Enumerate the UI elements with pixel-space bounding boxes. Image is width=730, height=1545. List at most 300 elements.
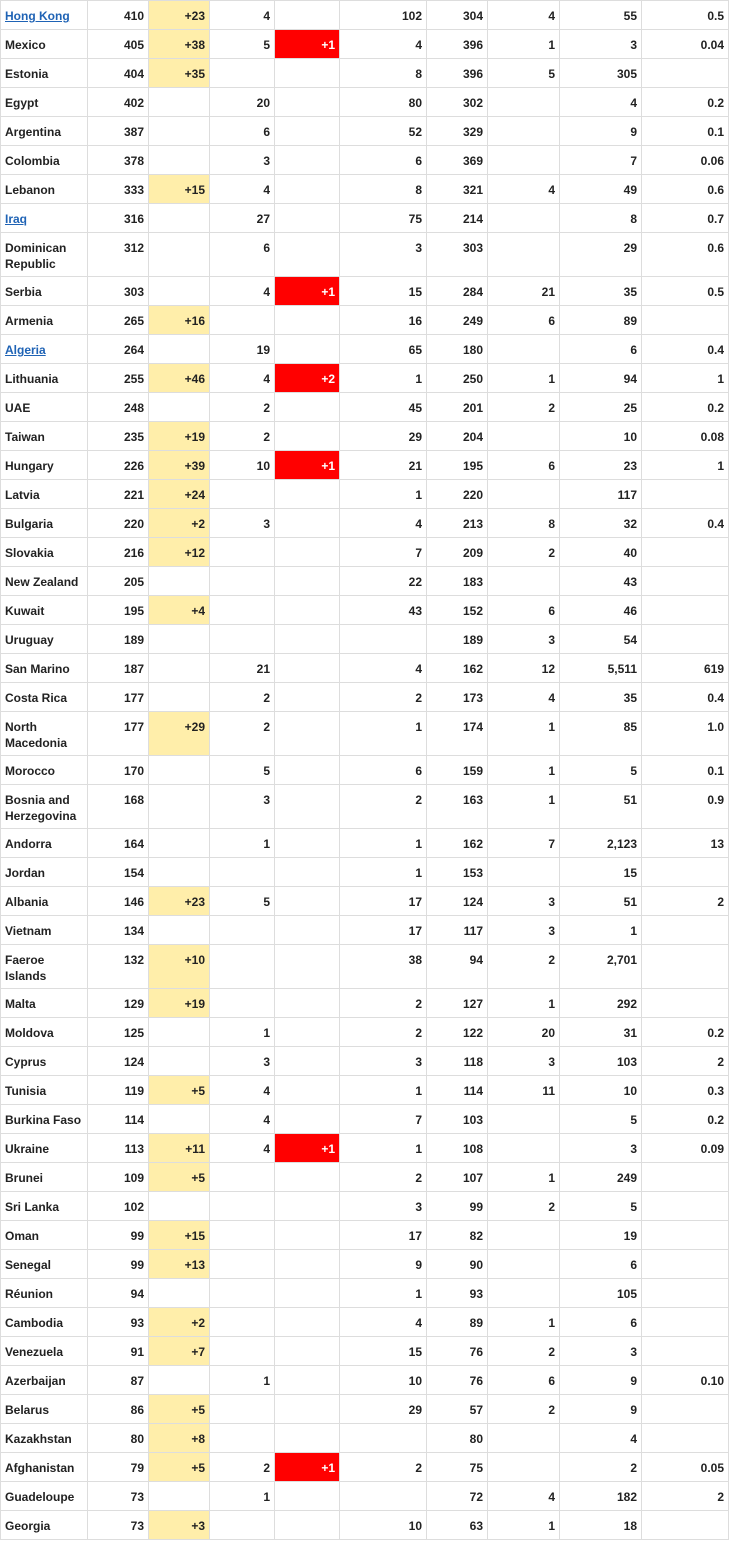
new-cases-cell: +7 [149,1337,210,1366]
country-cell: Sri Lanka [1,1192,88,1221]
new-cases-cell [149,393,210,422]
total-deaths-cell: 6 [210,117,275,146]
deaths-per-million-cell [642,567,729,596]
serious-critical-cell: 2 [488,1395,560,1424]
active-cases-cell: 214 [427,204,488,233]
total-recovered-cell: 29 [340,1395,427,1424]
new-deaths-cell [275,59,340,88]
new-deaths-cell [275,1511,340,1540]
new-cases-cell: +4 [149,596,210,625]
active-cases-cell: 107 [427,1163,488,1192]
active-cases-cell: 396 [427,59,488,88]
total-recovered-cell: 17 [340,1221,427,1250]
deaths-per-million-cell [642,945,729,989]
total-recovered-cell: 17 [340,916,427,945]
new-deaths-cell [275,596,340,625]
total-cases-cell: 221 [88,480,149,509]
serious-critical-cell: 4 [488,1,560,30]
total-deaths-cell [210,1308,275,1337]
total-deaths-cell [210,858,275,887]
country-cell: Georgia [1,1511,88,1540]
active-cases-cell: 209 [427,538,488,567]
total-recovered-cell: 15 [340,1337,427,1366]
total-cases-cell: 86 [88,1395,149,1424]
total-cases-cell: 168 [88,785,149,829]
cases-per-million-cell: 103 [560,1047,642,1076]
total-deaths-cell: 20 [210,88,275,117]
deaths-per-million-cell: 0.6 [642,175,729,204]
active-cases-cell: 213 [427,509,488,538]
total-recovered-cell: 80 [340,88,427,117]
total-recovered-cell: 38 [340,945,427,989]
active-cases-cell: 99 [427,1192,488,1221]
total-recovered-cell: 21 [340,451,427,480]
new-cases-cell [149,654,210,683]
total-recovered-cell: 8 [340,175,427,204]
new-deaths-cell [275,1047,340,1076]
total-cases-cell: 119 [88,1076,149,1105]
table-row [1,596,729,625]
serious-critical-cell: 2 [488,393,560,422]
cases-per-million-cell: 94 [560,364,642,393]
new-cases-cell [149,1366,210,1395]
new-cases-cell [149,233,210,277]
cases-per-million-cell: 1 [560,916,642,945]
country-cell: Brunei [1,1163,88,1192]
total-recovered-cell: 8 [340,59,427,88]
deaths-per-million-cell [642,916,729,945]
new-cases-cell [149,1279,210,1308]
serious-critical-cell: 3 [488,916,560,945]
table-row [1,756,729,785]
total-cases-cell: 187 [88,654,149,683]
country-cell: Jordan [1,858,88,887]
serious-critical-cell: 3 [488,625,560,654]
serious-critical-cell: 1 [488,364,560,393]
new-deaths-cell [275,1482,340,1511]
country-cell: Albania [1,887,88,916]
new-cases-cell: +5 [149,1453,210,1482]
table-row [1,887,729,916]
serious-critical-cell [488,1221,560,1250]
total-cases-cell: 113 [88,1134,149,1163]
country-cell: Oman [1,1221,88,1250]
new-cases-cell [149,829,210,858]
cases-per-million-cell: 5 [560,1105,642,1134]
table-body [1,1,729,1540]
new-deaths-cell [275,1192,340,1221]
new-deaths-cell [275,916,340,945]
country-cell: Bosnia and Herzegovina [1,785,88,829]
cases-per-million-cell: 9 [560,1366,642,1395]
total-recovered-cell: 75 [340,204,427,233]
serious-critical-cell [488,1134,560,1163]
new-cases-cell [149,117,210,146]
active-cases-cell: 94 [427,945,488,989]
active-cases-cell: 195 [427,451,488,480]
cases-per-million-cell: 35 [560,277,642,306]
deaths-per-million-cell [642,1308,729,1337]
new-deaths-cell [275,146,340,175]
country-cell: Andorra [1,829,88,858]
new-deaths-cell [275,858,340,887]
country-cell: Afghanistan [1,1453,88,1482]
cases-per-million-cell: 51 [560,785,642,829]
new-deaths-cell [275,756,340,785]
country-cell: Armenia [1,306,88,335]
country-cell: Taiwan [1,422,88,451]
total-recovered-cell: 1 [340,858,427,887]
new-deaths-cell: +2 [275,364,340,393]
total-recovered-cell: 2 [340,683,427,712]
deaths-per-million-cell [642,306,729,335]
total-deaths-cell: 19 [210,335,275,364]
total-cases-cell: 73 [88,1482,149,1511]
new-deaths-cell [275,233,340,277]
serious-critical-cell: 1 [488,989,560,1018]
total-deaths-cell: 1 [210,829,275,858]
new-deaths-cell [275,567,340,596]
cases-per-million-cell: 54 [560,625,642,654]
total-recovered-cell: 1 [340,1076,427,1105]
total-deaths-cell: 1 [210,1018,275,1047]
country-cell [1,1,88,30]
total-recovered-cell: 3 [340,1192,427,1221]
serious-critical-cell: 2 [488,945,560,989]
new-deaths-cell [275,712,340,756]
table-row [1,1337,729,1366]
total-cases-cell: 129 [88,989,149,1018]
cases-per-million-cell: 32 [560,509,642,538]
deaths-per-million-cell [642,538,729,567]
total-deaths-cell: 6 [210,233,275,277]
country-cell: Belarus [1,1395,88,1424]
table-row [1,30,729,59]
new-cases-cell: +13 [149,1250,210,1279]
deaths-per-million-cell [642,1337,729,1366]
table-row [1,1221,729,1250]
deaths-per-million-cell: 0.08 [642,422,729,451]
table-row [1,175,729,204]
total-cases-cell: 99 [88,1221,149,1250]
deaths-per-million-cell: 0.2 [642,88,729,117]
new-cases-cell: +24 [149,480,210,509]
cases-per-million-cell: 4 [560,88,642,117]
active-cases-cell: 108 [427,1134,488,1163]
country-cell: Guadeloupe [1,1482,88,1511]
total-cases-cell: 220 [88,509,149,538]
country-cell: UAE [1,393,88,422]
cases-per-million-cell: 249 [560,1163,642,1192]
table-row [1,1192,729,1221]
total-cases-cell: 226 [88,451,149,480]
country-cell: Cambodia [1,1308,88,1337]
cases-per-million-cell: 105 [560,1279,642,1308]
new-deaths-cell [275,538,340,567]
total-cases-cell: 265 [88,306,149,335]
deaths-per-million-cell: 0.4 [642,509,729,538]
total-recovered-cell: 3 [340,233,427,277]
serious-critical-cell: 12 [488,654,560,683]
new-deaths-cell [275,654,340,683]
total-deaths-cell [210,1395,275,1424]
serious-critical-cell [488,204,560,233]
new-deaths-cell [275,1424,340,1453]
active-cases-cell: 127 [427,989,488,1018]
total-cases-cell: 264 [88,335,149,364]
deaths-per-million-cell: 1.0 [642,712,729,756]
total-recovered-cell: 7 [340,1105,427,1134]
total-deaths-cell: 3 [210,509,275,538]
total-cases-cell: 177 [88,683,149,712]
table-row [1,509,729,538]
cases-per-million-cell: 117 [560,480,642,509]
new-cases-cell [149,1018,210,1047]
new-deaths-cell [275,887,340,916]
total-cases-cell: 410 [88,1,149,30]
country-cell: Lithuania [1,364,88,393]
country-link[interactable]: Hong Kong [5,9,70,23]
total-cases-cell: 79 [88,1453,149,1482]
total-recovered-cell: 15 [340,277,427,306]
new-deaths-cell [275,1250,340,1279]
cases-per-million-cell: 89 [560,306,642,335]
total-deaths-cell: 4 [210,364,275,393]
deaths-per-million-cell [642,1511,729,1540]
new-deaths-cell: +1 [275,451,340,480]
serious-critical-cell: 4 [488,683,560,712]
cases-per-million-cell: 19 [560,1221,642,1250]
cases-per-million-cell: 40 [560,538,642,567]
table-row [1,233,729,277]
serious-critical-cell: 20 [488,1018,560,1047]
new-deaths-cell [275,1279,340,1308]
total-cases-cell: 378 [88,146,149,175]
country-cell: Burkina Faso [1,1105,88,1134]
active-cases-cell: 180 [427,335,488,364]
serious-critical-cell [488,1105,560,1134]
serious-critical-cell: 1 [488,756,560,785]
deaths-per-million-cell: 0.2 [642,1105,729,1134]
total-recovered-cell: 45 [340,393,427,422]
new-deaths-cell [275,683,340,712]
deaths-per-million-cell: 2 [642,1482,729,1511]
total-recovered-cell: 2 [340,1163,427,1192]
cases-per-million-cell: 182 [560,1482,642,1511]
new-cases-cell: +38 [149,30,210,59]
deaths-per-million-cell [642,1424,729,1453]
cases-per-million-cell: 25 [560,393,642,422]
deaths-per-million-cell: 0.3 [642,1076,729,1105]
deaths-per-million-cell: 1 [642,364,729,393]
country-cell: Azerbaijan [1,1366,88,1395]
new-cases-cell: +2 [149,509,210,538]
total-deaths-cell [210,916,275,945]
new-deaths-cell [275,989,340,1018]
serious-critical-cell [488,858,560,887]
table-row [1,1134,729,1163]
total-recovered-cell: 65 [340,335,427,364]
country-cell: Ukraine [1,1134,88,1163]
table-row [1,1482,729,1511]
cases-per-million-cell: 6 [560,1250,642,1279]
active-cases-cell: 159 [427,756,488,785]
cases-per-million-cell: 5 [560,756,642,785]
table-row [1,1018,729,1047]
table-row [1,916,729,945]
deaths-per-million-cell: 2 [642,887,729,916]
deaths-per-million-cell: 0.06 [642,146,729,175]
deaths-per-million-cell: 0.1 [642,756,729,785]
total-cases-cell: 114 [88,1105,149,1134]
table-row [1,204,729,233]
serious-critical-cell: 11 [488,1076,560,1105]
cases-per-million-cell: 55 [560,1,642,30]
new-cases-cell [149,916,210,945]
deaths-per-million-cell: 0.9 [642,785,729,829]
deaths-per-million-cell: 2 [642,1047,729,1076]
deaths-per-million-cell [642,596,729,625]
active-cases-cell: 163 [427,785,488,829]
new-cases-cell [149,88,210,117]
table-row [1,1395,729,1424]
active-cases-cell: 204 [427,422,488,451]
new-cases-cell [149,1047,210,1076]
cases-per-million-cell: 49 [560,175,642,204]
table-row [1,277,729,306]
deaths-per-million-cell [642,1192,729,1221]
new-deaths-cell [275,204,340,233]
table-row [1,422,729,451]
active-cases-cell: 76 [427,1366,488,1395]
new-cases-cell [149,785,210,829]
total-deaths-cell: 3 [210,785,275,829]
new-deaths-cell [275,829,340,858]
total-cases-cell: 109 [88,1163,149,1192]
country-cell: Morocco [1,756,88,785]
country-cell: Malta [1,989,88,1018]
table-row [1,1250,729,1279]
active-cases-cell: 173 [427,683,488,712]
table-row [1,1424,729,1453]
serious-critical-cell: 2 [488,1192,560,1221]
deaths-per-million-cell: 0.05 [642,1453,729,1482]
deaths-per-million-cell [642,1163,729,1192]
country-link[interactable]: Algeria [5,343,46,357]
table-row [1,1163,729,1192]
new-deaths-cell [275,1018,340,1047]
new-deaths-cell [275,1,340,30]
total-cases-cell: 205 [88,567,149,596]
total-recovered-cell: 4 [340,1308,427,1337]
active-cases-cell: 152 [427,596,488,625]
table-row [1,538,729,567]
table-row [1,117,729,146]
serious-critical-cell: 1 [488,30,560,59]
total-deaths-cell [210,625,275,654]
cases-per-million-cell: 3 [560,30,642,59]
total-recovered-cell: 2 [340,989,427,1018]
total-cases-cell: 164 [88,829,149,858]
table-row [1,989,729,1018]
cases-per-million-cell: 10 [560,1076,642,1105]
total-recovered-cell: 10 [340,1366,427,1395]
new-deaths-cell [275,1105,340,1134]
total-deaths-cell [210,1250,275,1279]
deaths-per-million-cell: 1 [642,451,729,480]
new-deaths-cell [275,335,340,364]
country-cell: Moldova [1,1018,88,1047]
deaths-per-million-cell: 0.6 [642,233,729,277]
active-cases-cell: 220 [427,480,488,509]
deaths-per-million-cell: 0.5 [642,277,729,306]
total-recovered-cell: 6 [340,146,427,175]
active-cases-cell: 321 [427,175,488,204]
new-cases-cell: +12 [149,538,210,567]
table-row [1,683,729,712]
deaths-per-million-cell: 0.2 [642,393,729,422]
table-row [1,625,729,654]
active-cases-cell: 93 [427,1279,488,1308]
new-cases-cell [149,277,210,306]
total-recovered-cell: 2 [340,1453,427,1482]
serious-critical-cell: 4 [488,175,560,204]
total-recovered-cell: 1 [340,1134,427,1163]
active-cases-cell: 118 [427,1047,488,1076]
country-cell: Costa Rica [1,683,88,712]
serious-critical-cell: 6 [488,306,560,335]
total-cases-cell: 94 [88,1279,149,1308]
new-cases-cell [149,1192,210,1221]
total-cases-cell: 102 [88,1192,149,1221]
table-row [1,146,729,175]
active-cases-cell: 201 [427,393,488,422]
country-cell: Bulgaria [1,509,88,538]
new-deaths-cell [275,393,340,422]
total-deaths-cell [210,1163,275,1192]
total-cases-cell: 248 [88,393,149,422]
cases-per-million-cell: 305 [560,59,642,88]
new-deaths-cell [275,1163,340,1192]
cases-per-million-cell: 7 [560,146,642,175]
active-cases-cell: 117 [427,916,488,945]
new-cases-cell [149,1105,210,1134]
total-recovered-cell: 3 [340,1047,427,1076]
table-row [1,480,729,509]
total-deaths-cell [210,1192,275,1221]
active-cases-cell: 183 [427,567,488,596]
serious-critical-cell: 3 [488,1047,560,1076]
total-cases-cell: 125 [88,1018,149,1047]
country-cell: San Marino [1,654,88,683]
cases-per-million-cell: 29 [560,233,642,277]
active-cases-cell: 114 [427,1076,488,1105]
new-deaths-cell [275,88,340,117]
country-cell: Slovakia [1,538,88,567]
total-deaths-cell: 4 [210,277,275,306]
new-cases-cell: +29 [149,712,210,756]
deaths-per-million-cell: 0.09 [642,1134,729,1163]
country-cell: Kuwait [1,596,88,625]
country-link[interactable]: Iraq [5,212,28,226]
country-cell: Hungary [1,451,88,480]
cases-per-million-cell: 46 [560,596,642,625]
total-cases-cell: 235 [88,422,149,451]
total-recovered-cell: 1 [340,480,427,509]
total-recovered-cell: 9 [340,1250,427,1279]
total-recovered-cell: 102 [340,1,427,30]
country-cell: Latvia [1,480,88,509]
